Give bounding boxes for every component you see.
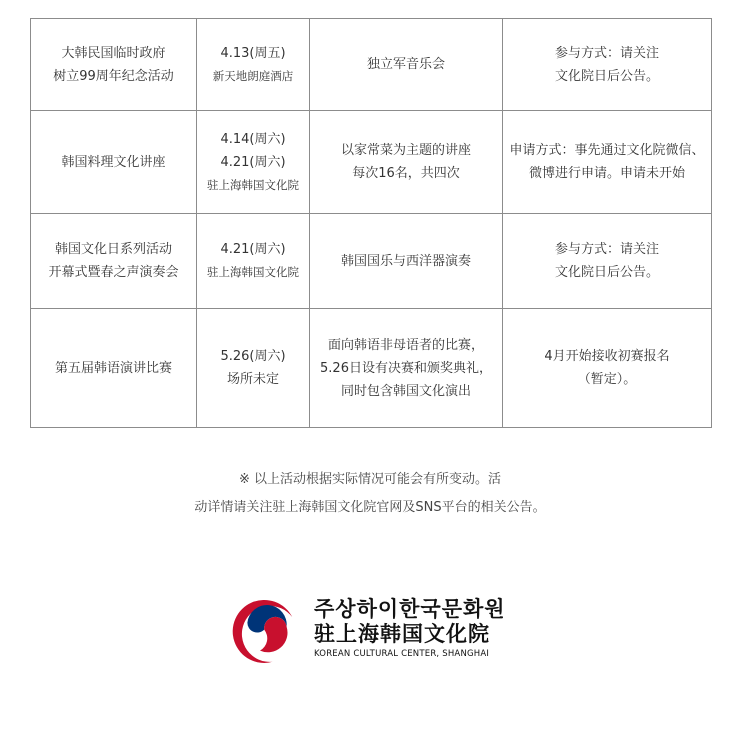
event-content-cell — [310, 309, 503, 428]
event-date: 4.14(周六) — [220, 131, 286, 147]
notice-line: ※ 以上活动根据实际情况可能会有所变动。活 — [238, 472, 502, 487]
event-content-line: 每次16名，共四次 — [352, 166, 460, 181]
event-content-cell — [310, 19, 503, 111]
event-name-line: 韩国料理文化讲座 — [61, 154, 166, 170]
event-date-cell — [197, 111, 310, 214]
event-date: 4.21(周六) — [220, 242, 286, 257]
event-name-line: 大韩民国临时政府 — [61, 45, 166, 61]
event-content-line: 以家常菜为主题的讲座 — [340, 143, 471, 158]
event-content-line: 韩国国乐与西洋器演奏 — [340, 253, 471, 269]
event-name-cell — [31, 111, 197, 214]
notice-line: 动详情请关注驻上海韩国文化院官网及SNS平台的相关公告。 — [194, 500, 546, 515]
logo-wordmark — [314, 597, 506, 661]
taegeuk-emblem-icon — [232, 596, 302, 666]
logo-korean-name: 주상하이한국문화원 — [314, 597, 506, 621]
event-participation-cell — [503, 214, 712, 309]
event-participation-line: 4月开始接收初赛报名 — [544, 349, 670, 364]
event-date: 4.21(周六) — [220, 154, 286, 170]
event-participation-line: 参与方式：请关注 — [554, 242, 659, 257]
event-date-cell — [197, 19, 310, 111]
event-content-line: 面向韩语非母语者的比赛， — [327, 337, 484, 353]
event-content-line: 5.26日设有决赛和颁奖典礼， — [320, 360, 492, 376]
event-venue: 驻上海韩国文化院 — [207, 265, 299, 279]
event-content-line: 独立军音乐会 — [366, 57, 445, 72]
event-participation-cell — [503, 111, 712, 214]
event-venue: 驻上海韩国文化院 — [207, 177, 299, 192]
event-venue: 新天地朗庭酒店 — [212, 68, 294, 83]
event-participation-line: （暂定）。 — [577, 372, 637, 387]
event-content-cell — [310, 214, 503, 309]
event-content-cell — [310, 111, 503, 214]
table-row — [31, 111, 712, 214]
event-participation-line: 文化院日后公告。 — [554, 68, 659, 84]
event-date-cell — [197, 309, 310, 428]
event-participation-cell — [503, 19, 712, 111]
event-participation-line: 微博进行申请。申请未开始 — [528, 166, 685, 181]
logo-english-name: KOREAN CULTURAL CENTER, SHANGHAI — [314, 649, 490, 659]
event-participation-line: 申请方式：事先通过文化院微信、 — [509, 143, 705, 158]
table-row — [31, 214, 712, 309]
event-date-cell — [197, 214, 310, 309]
event-content-line: 同时包含韩国文化演出 — [340, 383, 471, 399]
event-name-line: 韩国文化日系列活动 — [54, 242, 172, 257]
event-participation-cell — [503, 309, 712, 428]
kcc-shanghai-logo — [232, 594, 522, 666]
event-participation-line: 参与方式：请关注 — [554, 45, 659, 61]
logo-chinese-name: 驻上海韩国文化院 — [314, 622, 490, 646]
event-date: 4.13(周五) — [220, 45, 286, 61]
event-venue: 场所未定 — [226, 372, 279, 387]
event-date: 5.26(周六) — [220, 349, 286, 364]
event-name-line: 第五届韩语演讲比赛 — [54, 360, 172, 376]
table-row — [31, 19, 712, 111]
event-name-cell — [31, 214, 197, 309]
table-row — [31, 309, 712, 428]
event-name-cell — [31, 309, 197, 428]
change-notice — [0, 466, 740, 522]
event-name-line: 开幕式暨春之声演奏会 — [48, 265, 179, 280]
event-name-line: 树立99周年纪念活动 — [53, 68, 174, 84]
event-participation-line: 文化院日后公告。 — [554, 265, 659, 280]
event-name-cell — [31, 19, 197, 111]
event-schedule-table — [30, 18, 712, 428]
